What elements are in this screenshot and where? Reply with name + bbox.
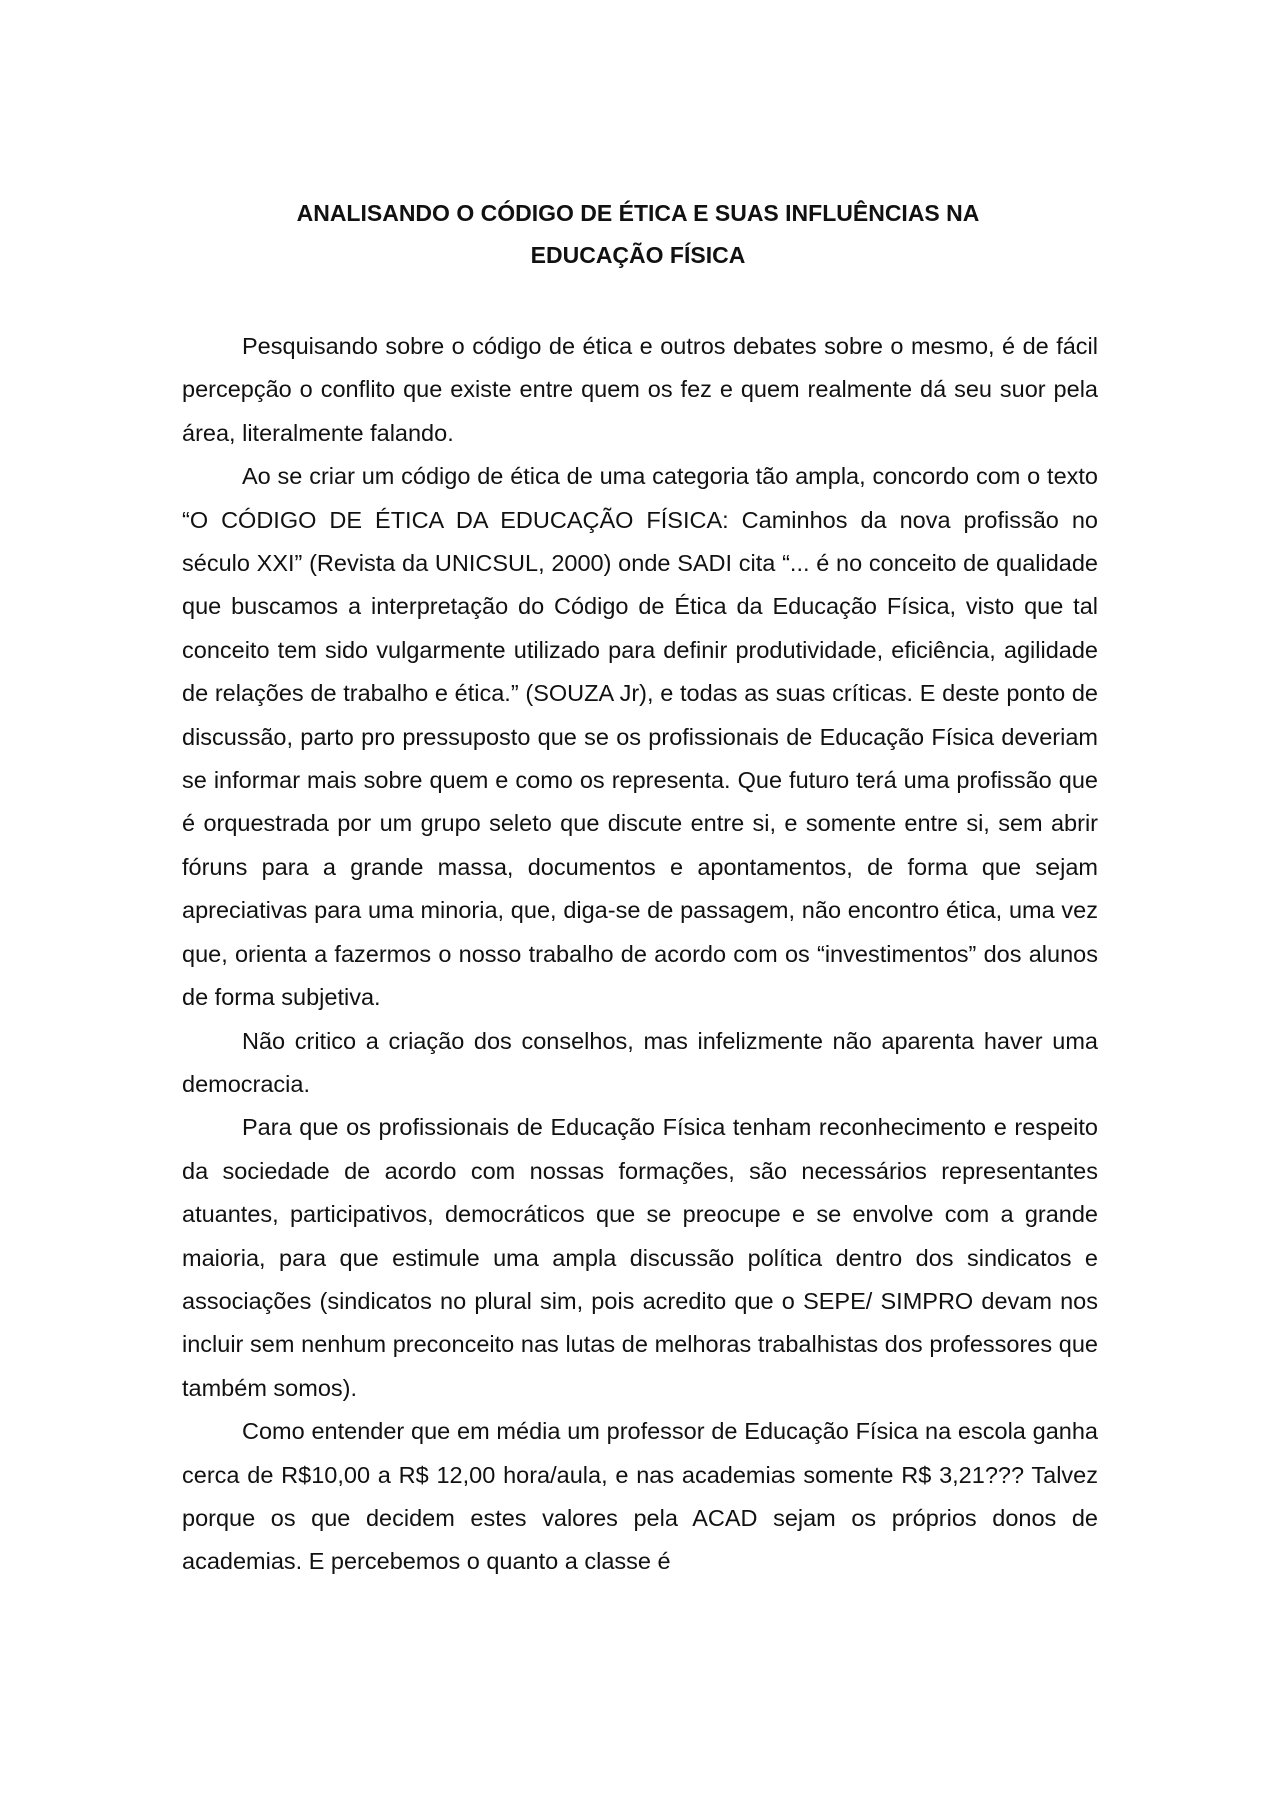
paragraph-1: Pesquisando sobre o código de ética e outros debates sobre o mesmo, é de fácil percepção o conflito que existe entre quem os fez e quem realmente dá seu suor pela área, literalmente falando. bbox=[182, 333, 1098, 446]
title-line-1: ANALISANDO O CÓDIGO DE ÉTICA E SUAS INFLUÊNCIAS NA bbox=[296, 200, 980, 226]
document-title bbox=[180, 192, 1096, 276]
paragraph-2: Ao se criar um código de ética de uma categoria tão ampla, concordo com o texto “O CÓDIGO DE ÉTICA DA EDUCAÇÃO FÍSICA: Caminhos da nova profissão no século XXI” (Revista da UNICSUL, 2000) onde SADI cita “... é no conceito de qualidade que buscamos a interpretação do Código de Ética da Educação Física, visto que tal conceito tem sido vulgarmente utilizado para definir produtividade, eficiência, agilidade de relações de trabalho e ética.” (SOUZA Jr), e todas as suas críticas. E deste ponto de discussão, parto pro pressuposto que se os profissionais de Educação Física deveriam se informar mais sobre quem e como os representa. Que futuro terá uma profissão que é orquestrada por um grupo seleto que discute entre si, e somente entre si, sem abrir fóruns para a grande massa, documentos e apontamentos, de forma que sejam apreciativas para uma minoria, que, diga-se de passagem, não encontro ética, uma vez que, orienta a fazermos o nosso trabalho de acordo com os “investimentos” dos alunos de forma subjetiva. bbox=[182, 463, 1098, 1011]
title-line-2: EDUCAÇÃO FÍSICA bbox=[530, 242, 746, 268]
paragraph-4: Para que os profissionais de Educação Física tenham reconhecimento e respeito da sociedade de acordo com nossas formações, são necessários representantes atuantes, participativos, democráticos que se preocupe e se envolve com a grande maioria, para que estimule uma ampla discussão política dentro dos sindicatos e associações (sindicatos no plural sim, pois acredito que o SEPE/ SIMPRO devam nos incluir sem nenhum preconceito nas lutas de melhoras trabalhistas dos professores que também somos). bbox=[182, 1114, 1098, 1401]
paragraph-3: Não critico a criação dos conselhos, mas infelizmente não aparenta haver uma democracia. bbox=[182, 1027, 1098, 1097]
document-body bbox=[182, 325, 1098, 1584]
paragraph-5: Como entender que em média um professor de Educação Física na escola ganha cerca de R$10,00 a R$ 12,00 hora/aula, e nas academias somente R$ 3,21??? Talvez porque os que decidem estes valores pela ACAD sejam os próprios donos de academias. E percebemos o quanto a classe é bbox=[182, 1418, 1098, 1575]
